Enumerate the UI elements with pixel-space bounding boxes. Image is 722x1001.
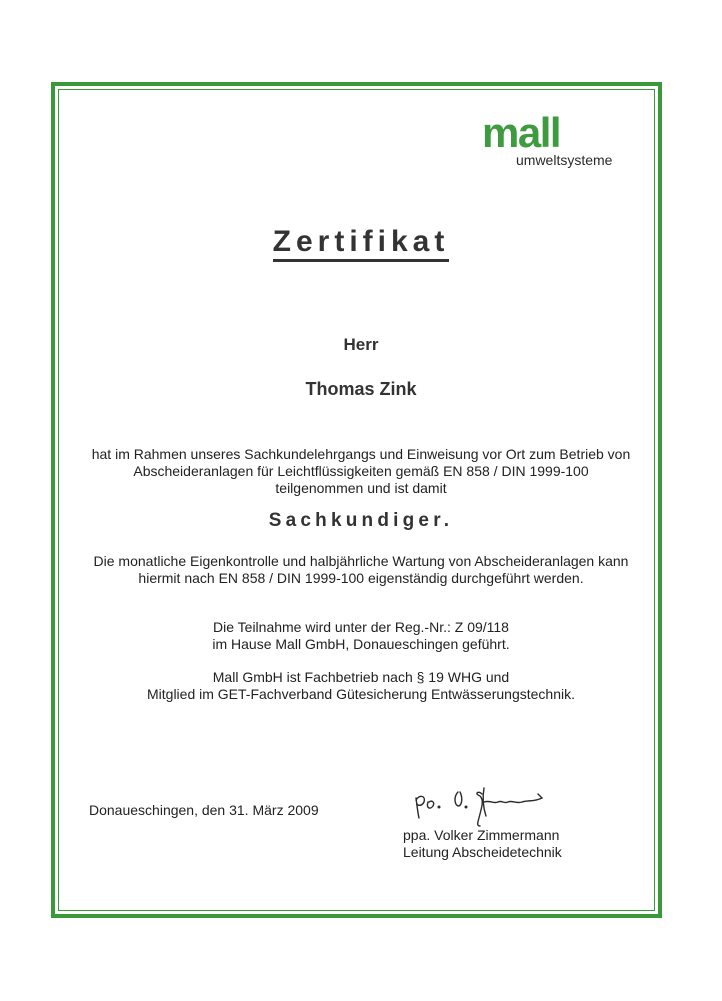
logo-wordmark: mall [482,109,561,156]
registration-paragraph [0,619,722,653]
registration-line-1: Die Teilnahme wird unter der Reg.-Nr.: Z 09/118 [213,619,509,635]
certificate-title [0,225,722,259]
maintenance-line-1: Die monatliche Eigenkontrolle und halbjährliche Wartung von Abscheideranlagen kann [93,553,629,569]
qualification-title: Sachkundiger. [268,510,454,531]
membership-line-2: Mitglied im GET-Fachverband Gütesicherung Entwässerungstechnik. [147,686,575,702]
course-paragraph [0,446,722,497]
handwritten-signature [410,780,560,830]
registration-line-2: im Hause Mall GmbH, Donaueschingen geführt. [212,636,510,652]
signer-block [403,827,562,861]
membership-line-1: Mall GmbH ist Fachbetrieb nach § 19 WHG und [212,669,510,685]
company-logo [482,109,632,168]
course-line-3: teilgenommen und ist damit [275,480,447,496]
certificate-inner-border [58,89,655,911]
logo-subtitle: umweltsysteme [516,152,613,168]
place-and-date: Donaueschingen, den 31. März 2009 [89,802,319,818]
certificate-title-text: Zertifikat [273,225,450,262]
course-line-1: hat im Rahmen unseres Sachkundelehrgangs und Einweisung vor Ort zum Betrieb von [91,446,631,462]
maintenance-line-2: hiermit nach EN 858 / DIN 1999-100 eigenständig durchgeführt werden. [138,570,584,586]
signer-name: ppa. Volker Zimmermann [403,827,560,843]
signer-role: Leitung Abscheidetechnik [403,844,562,860]
course-line-2: Abscheideranlagen für Leichtflüssigkeiten gemäß EN 858 / DIN 1999-100 [133,463,589,479]
salutation: Herr [343,335,379,354]
membership-paragraph [0,669,722,703]
maintenance-paragraph [0,553,722,587]
recipient-name: Thomas Zink [305,379,417,399]
